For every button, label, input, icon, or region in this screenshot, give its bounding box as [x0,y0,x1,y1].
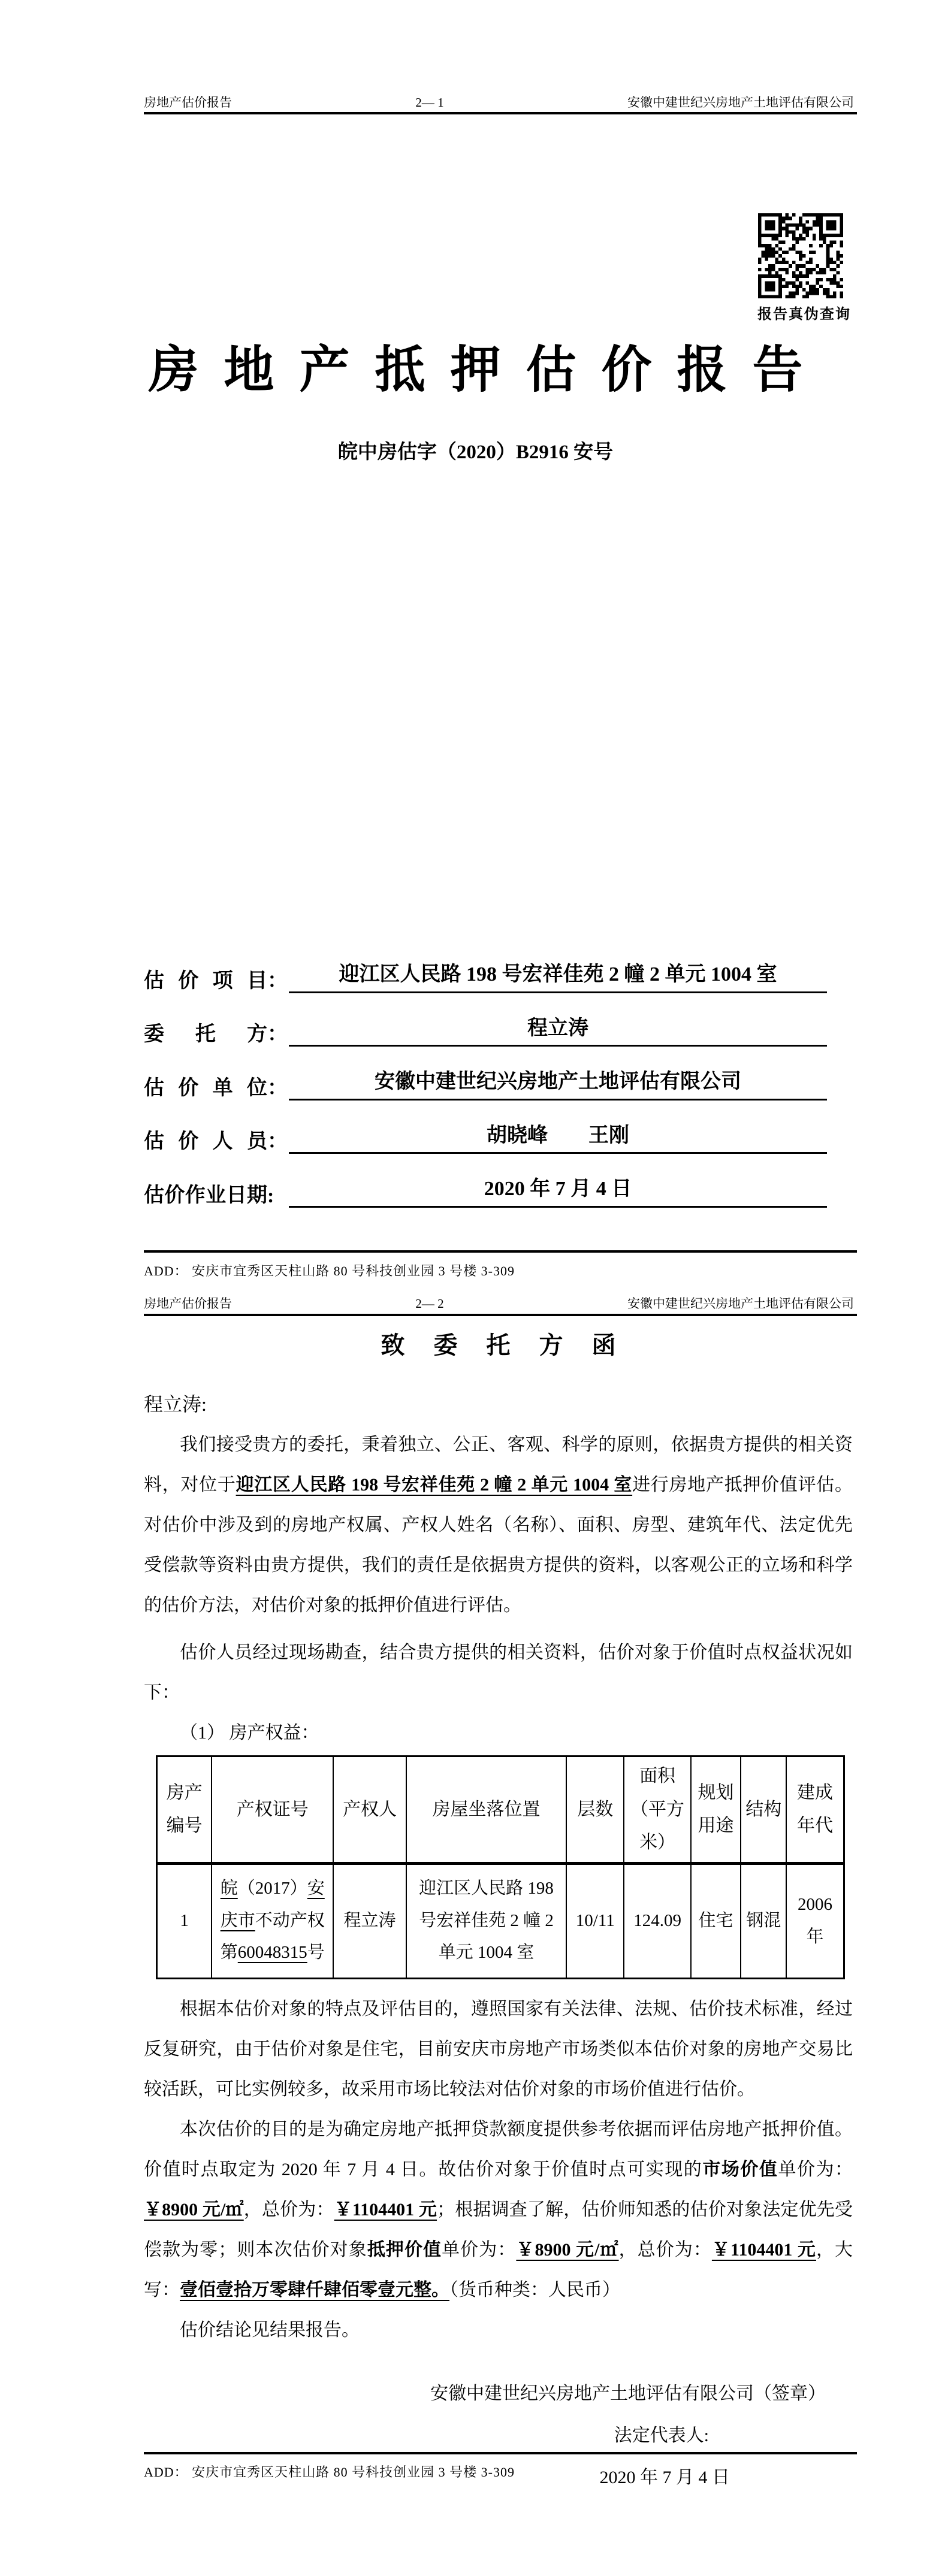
cert-number: 60048315 [237,1943,307,1963]
table-header-row [157,1756,844,1864]
field-value: 安徽中建世纪兴房地产土地评估有限公司 [289,1069,827,1100]
col-header-property-no: 房产编号 [157,1756,212,1864]
text-run: ，总价为： [243,2199,334,2220]
cell-area: 124.09 [624,1863,690,1978]
field-client [144,1016,827,1047]
field-colon: ： [267,969,288,992]
mortgage-value-emphasis: 抵押价值 [367,2239,442,2260]
field-label: 估价作业日期 [144,1184,267,1207]
field-appraisers [144,1123,827,1154]
text-run: 我们接受贵方的委托，秉着独立、公正、客观、科学的原则，依据贵方提供的相关资料，对位于 [144,1435,853,1495]
cell-cert-no [212,1863,333,1978]
paragraph-survey: 估价人员经过现场勘查，结合贵方提供的相关资料，估价对象于价值时点权益状况如下： [144,1643,853,1703]
report-number: 皖中房估字（2020）B2916 安号 [337,442,614,463]
field-value: 胡晓峰 王刚 [289,1123,827,1154]
header-rule [144,112,857,114]
cert-part: 安庆市 [220,1879,325,1930]
col-header-area: 面积（平方米） [624,1756,690,1864]
col-header-location: 房屋坐落位置 [406,1756,566,1864]
paragraph-method: 根据本估价对象的特点及评估目的，遵照国家有关法律、法规、估价技术标准，经过反复研究，由于估价对象是住宅，目前安庆市房地产市场类似本估价对象的房地产交易比较活跃，可比实例较多，故采用市场比较法对估价对象的市场价值进行估价。 [144,1998,853,2099]
cert-part: 号 [307,1943,325,1963]
field-colon: ： [267,1130,288,1153]
field-label: 委托方 [144,1023,267,1045]
cell-structure: 钢混 [741,1863,786,1978]
header-page-number: 2— 2 [415,1296,444,1311]
page1-footer-address: ADD： 安庆市宜秀区天柱山路 80 号科技创业园 3 号楼 3-309 [144,1263,515,1278]
letter-title: 致委托方函 [381,1332,645,1359]
cell-owner: 程立涛 [333,1863,406,1978]
property-address-emphasis: 迎江区人民路 198 号宏祥佳苑 2 幢 2 单元 1004 室 [236,1475,633,1495]
col-header-owner: 产权人 [333,1756,406,1864]
field-work-date [144,1177,827,1208]
cert-part: 不动产权第 [220,1910,325,1963]
header-company-name: 安徽中建世纪兴房地产土地评估有限公司 [627,1296,854,1311]
cell-location: 迎江区人民路 198 号宏祥佳苑 2 幢 2 单元 1004 室 [406,1863,566,1978]
paragraph-rights-heading: （1） 房产权益： [180,1723,319,1743]
cover-fields [144,962,827,1230]
signature-date: 2020 年 7 月 4 日 [599,2467,730,2487]
footer-rule [144,2452,857,2454]
paragraph-valuation [144,2109,853,2310]
col-header-structure: 结构 [741,1756,786,1864]
page2-header [144,1294,854,1312]
field-label: 估价项目 [144,969,267,992]
text-run: 进行房地产抵押价值评估。对估价中涉及到的房地产权属、产权人姓名（名称）、面积、房型、建筑年代、法定优先受偿款等资料由贵方提供，我们的责任是依据贵方提供的资料，以客观公正的立场和科学的估价方法，对估价对象的抵押价值进行评估。 [144,1475,853,1615]
col-header-year: 建成年代 [786,1756,844,1864]
field-colon: ： [267,1077,288,1099]
header-page-number: 2— 1 [415,95,444,110]
field-project [144,962,827,993]
header-doc-type: 房地产估价报告 [144,1296,232,1311]
cell-property-no: 1 [157,1863,212,1978]
table-row [157,1863,844,1978]
unit-price-value: ￥8900 元/㎡ [144,2199,244,2220]
cell-year: 2006 年 [786,1863,844,1978]
qr-code [758,213,843,298]
field-value: 2020 年 7 月 4 日 [289,1177,827,1208]
qr-label: 报告真伪查询 [757,307,851,322]
page2-footer-address: ADD： 安庆市宜秀区天柱山路 80 号科技创业园 3 号楼 3-309 [144,2465,515,2480]
letter-body [144,1318,853,2499]
text-run: ；根据调查了解，估价师知悉的估价对象法定优先受偿款为零；则本次估价对象 [144,2199,853,2260]
field-value: 迎江区人民路 198 号宏祥佳苑 2 幢 2 单元 1004 室 [289,962,827,993]
footer-rule [144,1250,857,1253]
text-run: ，大写： [144,2239,853,2300]
col-header-usage: 规划用途 [691,1756,741,1864]
text-run: 本次估价的目的是为确定房地产抵押贷款额度提供参考依据而评估房地产抵押价值。价值时点取定为 2020 年 7 月 4 日。故估价对象于价值时点可实现的 [144,2119,853,2179]
field-label: 估价单位 [144,1077,267,1099]
field-colon: : [267,1184,274,1207]
field-colon: ： [267,1023,288,1045]
text-run: ，总价为： [618,2239,712,2260]
text-run: 单价为： [442,2239,517,2260]
report-title: 房地产抵押估价报告 [148,343,828,398]
total-price-value: ￥1104401 元 [334,2199,437,2220]
price-in-words: 壹佰壹拾万零肆仟肆佰零壹元整。 [180,2279,449,2300]
mortgage-unit-price-value: ￥8900 元/㎡ [516,2239,619,2260]
field-label: 估价人员 [144,1130,267,1153]
signature-company: 安徽中建世纪兴房地产土地评估有限公司（签章） [430,2383,826,2403]
qr-block [757,213,851,323]
col-header-cert-no: 产权证号 [212,1756,333,1864]
property-rights-table [156,1755,845,1979]
cell-usage: 住宅 [691,1863,741,1978]
cert-part: 皖 [220,1879,238,1898]
header-company-name: 安徽中建世纪兴房地产土地评估有限公司 [627,95,854,110]
text-run: （货币种类：人民币） [449,2279,620,2300]
paragraph-conclusion: 估价结论见结果报告。 [180,2320,360,2340]
mortgage-total-price-value: ￥1104401 元 [711,2239,816,2260]
header-doc-type: 房地产估价报告 [144,95,232,110]
signature-legal-representative: 法定代表人: [614,2425,709,2445]
col-header-floors: 层数 [566,1756,624,1864]
header-rule [144,1314,857,1316]
salutation: 程立涛: [144,1393,207,1415]
text-run: 单价为： [778,2159,853,2179]
cert-part: （2017） [237,1879,307,1898]
paragraph-intro [144,1425,853,1625]
cell-floors: 10/11 [566,1863,624,1978]
page1-header [144,93,854,111]
field-value: 程立涛 [289,1016,827,1047]
field-agency [144,1069,827,1100]
market-value-emphasis: 市场价值 [702,2159,778,2179]
